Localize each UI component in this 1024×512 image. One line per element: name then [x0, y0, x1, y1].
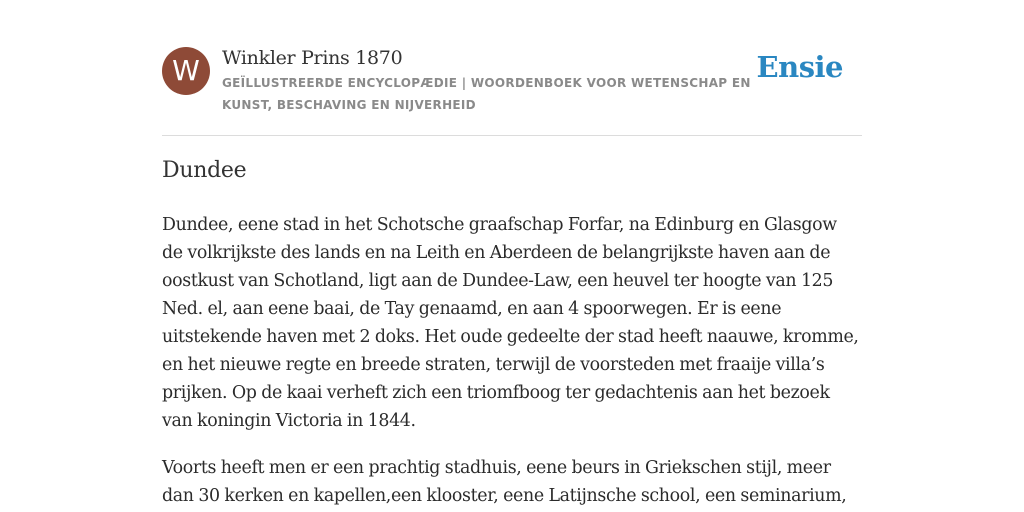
source-title-block	[222, 45, 762, 116]
source-subtitle: GEÏLLUSTREERDE ENCYCLOPÆDIE | WOORDENBOEK VOOR WETENSCHAP EN KUNST, BESCHAVING EN NIJVERHEID	[222, 76, 751, 112]
article-paragraph: Voorts heeft men er een prachtig stadhuis, eene beurs in Griekschen stijl, meer dan 30 kerken en kapellen,een klooster, eene Latijnsche school, een seminarium,	[162, 458, 847, 506]
ensie-logo[interactable]: Ensie	[756, 50, 843, 84]
entry-article	[162, 211, 862, 512]
article-paragraph: Dundee, eene stad in het Schotsche graafschap Forfar, na Edinburg en Glasgow de volkrijkste des lands en na Leith en Aberdeen de belangrijkste haven aan de oostkust van Schotland, ligt aan de Dundee-Law, een heuvel ter hoogte van 125 Ned. el, aan eene baai, de Tay genaamd, en aan 4 spoorwegen. Er is eene uitstekende haven met 2 doks. Het oude gedeelte der stad heeft naauwe, kromme, en het nieuwe regte en breede straten, terwijl de voorsteden met fraaije villa’s prijken. Op de kaai verheft zich een triomfboog ter gedachtenis aan het bezoek van koningin Victoria in 1844.	[162, 215, 859, 431]
page-container	[162, 0, 862, 506]
source-title[interactable]: Winkler Prins 1870	[222, 47, 403, 69]
source-avatar[interactable]: W	[162, 47, 210, 95]
entry-title: Dundee	[162, 158, 247, 183]
source-header	[162, 0, 862, 136]
